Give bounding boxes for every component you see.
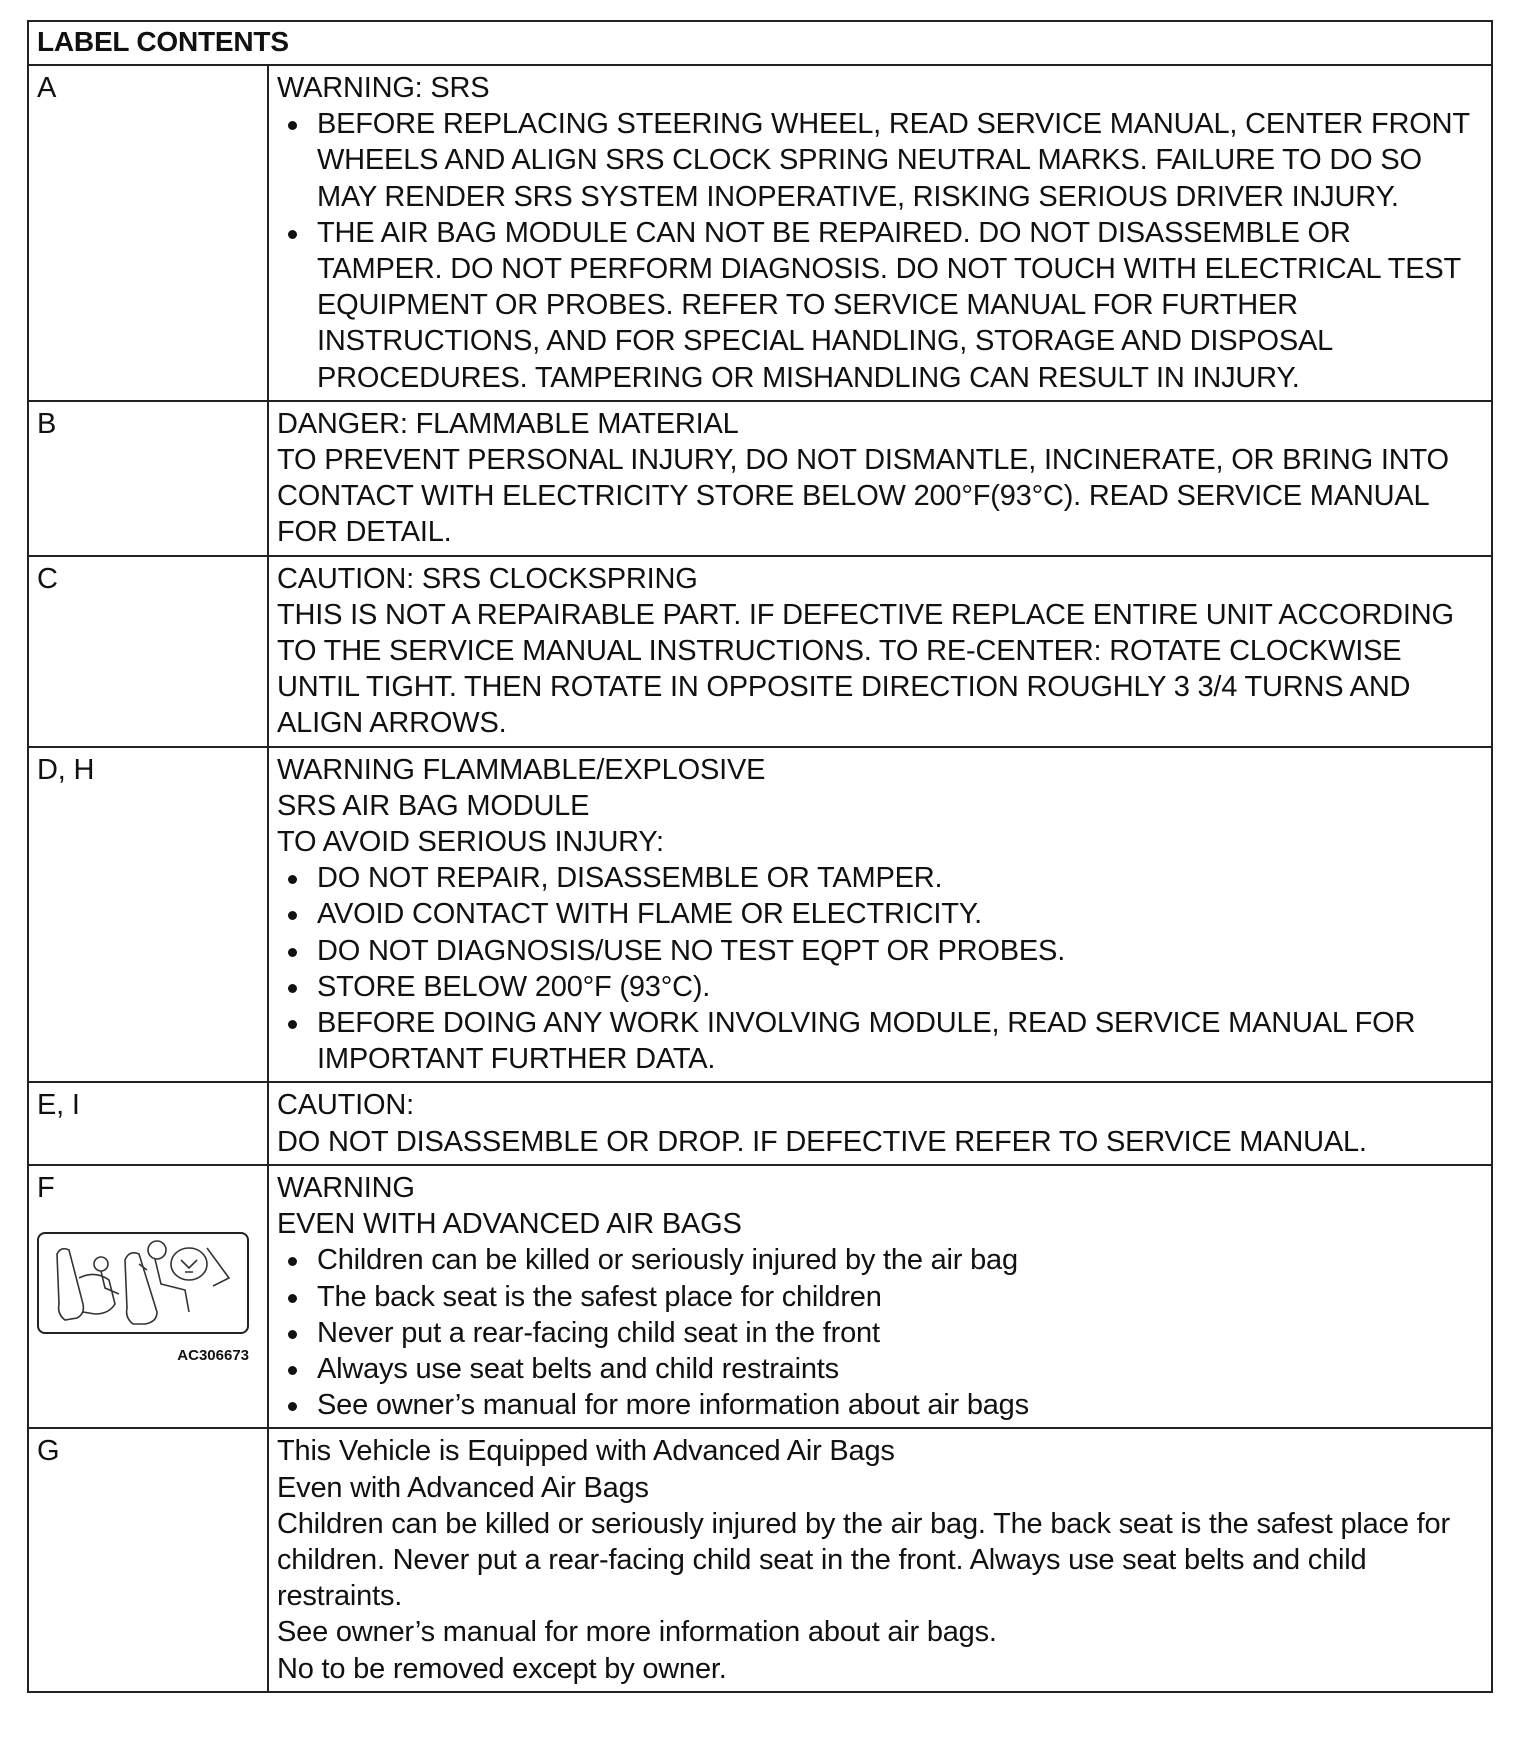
row-content <box>268 1165 1492 1428</box>
bullet-item: Always use seat belts and child restraints <box>277 1351 1483 1387</box>
content-line: WARNING: SRS <box>277 72 490 104</box>
table-row <box>28 401 1492 556</box>
content-line: WARNING FLAMMABLE/EXPLOSIVE <box>277 753 766 786</box>
content-line: CAUTION: SRS CLOCKSPRING <box>277 562 698 595</box>
row-label: C <box>28 556 268 747</box>
bullet-item: THE AIR BAG MODULE CAN NOT BE REPAIRED. DO NOT DISASSEMBLE OR TAMPER. DO NOT PERFORM DIAGNOSIS. DO NOT TOUCH WITH ELECTRICAL TEST EQUIPMENT OR PROBES. REFER TO SERVICE MANUAL FOR FURTHER INSTRUCTIONS, AND FOR SPECIAL HANDLING, STORAGE AND DISPOSAL PROCEDURES. TAMPERING OR MISHANDLING CAN RESULT IN INJURY. <box>277 215 1483 396</box>
table-row <box>28 1428 1492 1691</box>
content-line: DANGER: FLAMMABLE MATERIAL <box>277 407 739 440</box>
table-header: LABEL CONTENTS <box>28 21 1492 65</box>
bullet-item: STORE BELOW 200°F (93°C). <box>277 969 1483 1005</box>
bullet-list <box>277 860 1483 1077</box>
content-line: No to be removed except by owner. <box>277 1652 727 1685</box>
figure-frame <box>37 1232 249 1334</box>
row-content <box>268 1428 1492 1691</box>
bullet-item: Children can be killed or seriously injured by the air bag <box>277 1242 1483 1278</box>
content-line: TO PREVENT PERSONAL INJURY, DO NOT DISMANTLE, INCINERATE, OR BRING INTO CONTACT WITH ELECTRICITY STORE BELOW 200°F(93°C). READ SERVICE MANUAL FOR DETAIL. <box>277 444 1449 549</box>
bullet-item: BEFORE REPLACING STEERING WHEEL, READ SERVICE MANUAL, CENTER FRONT WHEELS AND ALIGN SRS CLOCK SPRING NEUTRAL MARKS. FAILURE TO DO SO MAY RENDER SRS SYSTEM INOPERATIVE, RISKING SERIOUS DRIVER INJURY. <box>277 106 1483 215</box>
content-line: EVEN WITH ADVANCED AIR BAGS <box>277 1208 742 1241</box>
bullet-item: The back seat is the safest place for children <box>277 1279 1483 1315</box>
table-header-row <box>28 21 1492 65</box>
row-content <box>268 65 1492 401</box>
row-label: D, H <box>28 747 268 1083</box>
bullet-item: BEFORE DOING ANY WORK INVOLVING MODULE, READ SERVICE MANUAL FOR IMPORTANT FURTHER DATA. <box>277 1005 1483 1077</box>
bullet-list <box>277 1242 1483 1423</box>
row-label-cell <box>28 1165 268 1428</box>
bullet-item: DO NOT REPAIR, DISASSEMBLE OR TAMPER. <box>277 860 1483 896</box>
row-content <box>268 401 1492 556</box>
content-line: See owner’s manual for more information about air bags. <box>277 1616 997 1649</box>
content-line: CAUTION: <box>277 1089 414 1122</box>
content-line: WARNING <box>277 1171 415 1204</box>
table-row <box>28 1165 1492 1428</box>
bullet-item: See owner’s manual for more information about air bags <box>277 1387 1483 1423</box>
content-line: THIS IS NOT A REPAIRABLE PART. IF DEFECTIVE REPLACE ENTIRE UNIT ACCORDING TO THE SERVICE MANUAL INSTRUCTIONS. TO RE-CENTER: ROTATE CLOCKWISE UNTIL TIGHT. THEN ROTATE IN OPPOSITE DIRECTION ROUGHLY 3 3/4 TURNS AND ALIGN ARROWS. <box>277 598 1454 740</box>
bullet-item: AVOID CONTACT WITH FLAME OR ELECTRICITY. <box>277 896 1483 932</box>
bullet-item: DO NOT DIAGNOSIS/USE NO TEST EQPT OR PROBES. <box>277 933 1483 969</box>
table-row <box>28 65 1492 401</box>
airbag-child-seat-figure <box>37 1226 251 1365</box>
label-contents-table <box>27 20 1493 1693</box>
table-row <box>28 747 1492 1083</box>
content-line: TO AVOID SERIOUS INJURY: <box>277 826 664 859</box>
row-content <box>268 1082 1492 1164</box>
content-line: Even with Advanced Air Bags <box>277 1471 649 1504</box>
table-row <box>28 556 1492 747</box>
content-line: This Vehicle is Equipped with Advanced Air Bags <box>277 1435 895 1468</box>
bullet-list <box>277 106 1483 396</box>
row-label: E, I <box>28 1082 268 1164</box>
bullet-item: Never put a rear-facing child seat in the front <box>277 1315 1483 1351</box>
table-row <box>28 1082 1492 1164</box>
row-label: B <box>28 401 268 556</box>
row-content <box>268 556 1492 747</box>
row-content <box>268 747 1492 1083</box>
row-label: F <box>37 1171 55 1204</box>
content-line: DO NOT DISASSEMBLE OR DROP. IF DEFECTIVE REFER TO SERVICE MANUAL. <box>277 1125 1367 1158</box>
content-line: Children can be killed or seriously injured by the air bag. The back seat is the safest place for children. Never put a rear-facing child seat in the front. Always use seat belts and child restraints. <box>277 1507 1450 1613</box>
content-line: SRS AIR BAG MODULE <box>277 789 590 822</box>
row-label: G <box>28 1428 268 1691</box>
row-label: A <box>28 65 268 401</box>
seat-illustration-icon <box>39 1234 247 1332</box>
figure-code: AC306673 <box>177 1347 249 1365</box>
